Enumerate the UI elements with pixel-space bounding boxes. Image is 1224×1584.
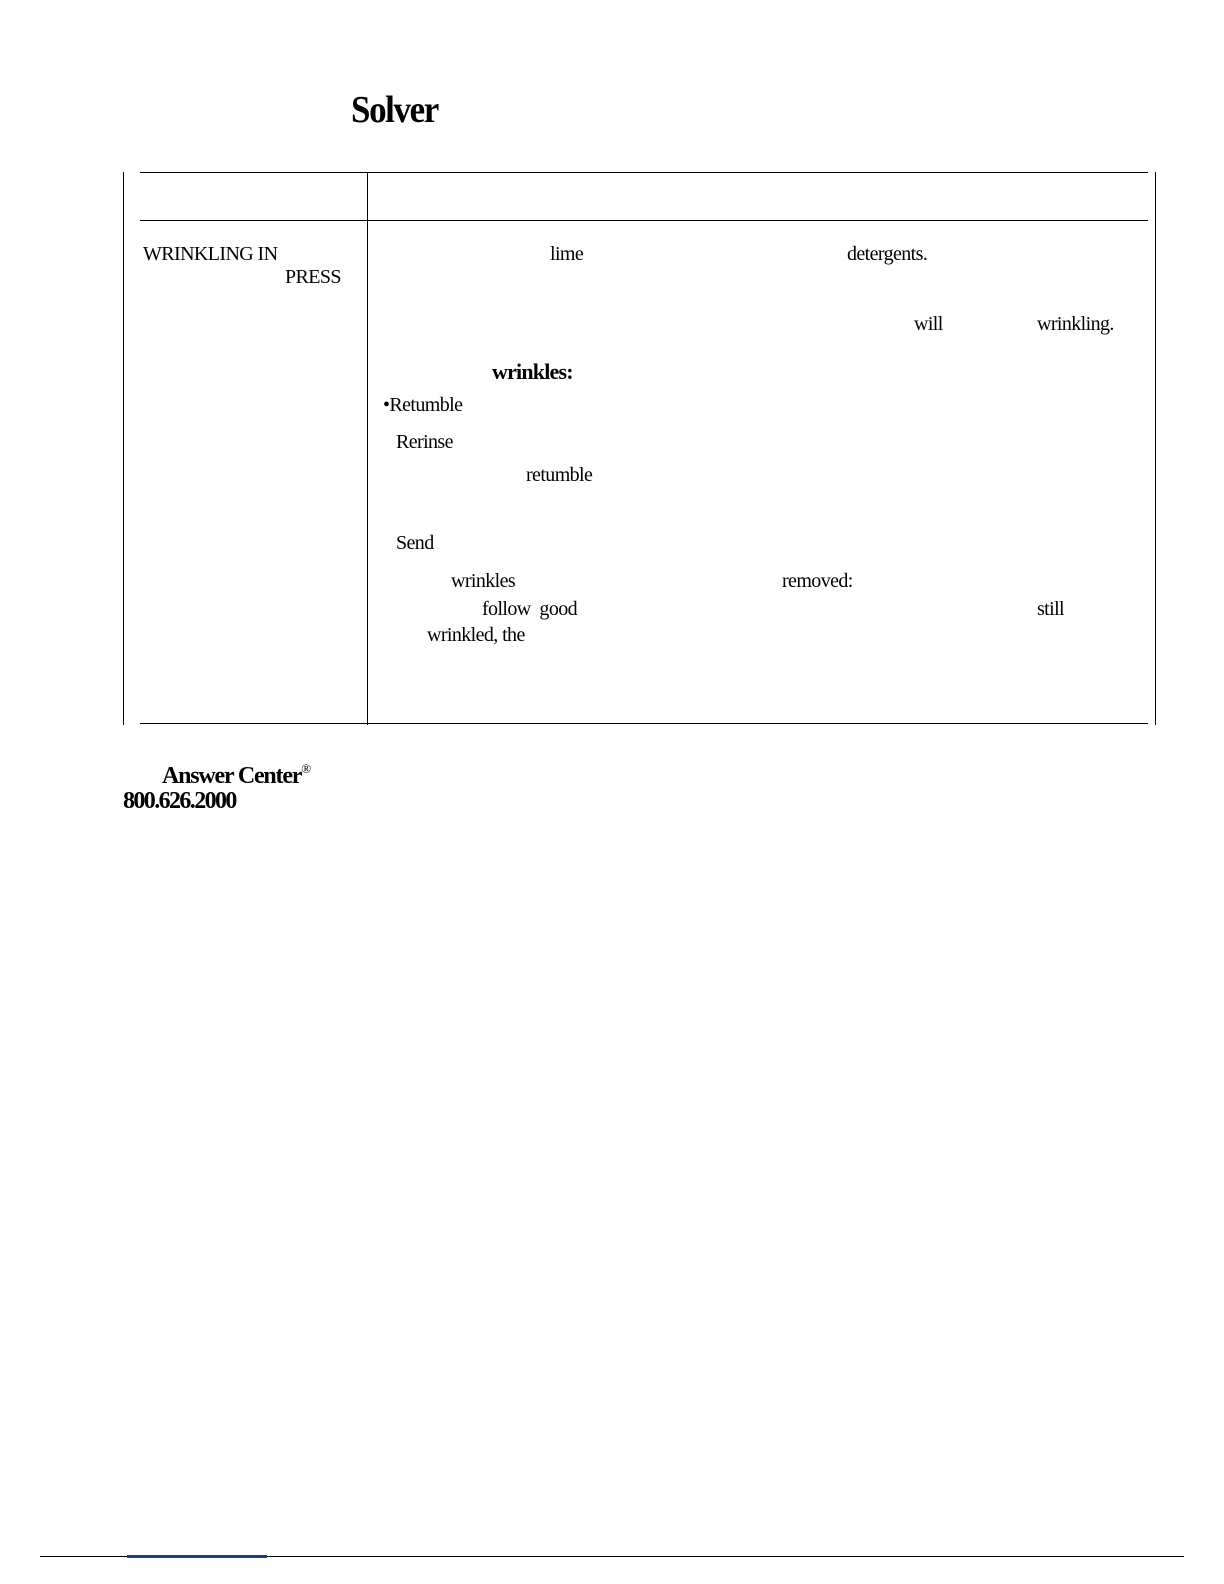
table-column-divider xyxy=(367,172,368,725)
answer-center-text: Answer Center xyxy=(162,763,302,789)
remedy-word-retumble: retumble xyxy=(526,464,593,486)
remedy-item-retumble xyxy=(383,394,462,417)
bullet-icon: • xyxy=(383,394,390,416)
cause-word-detergents: detergents. xyxy=(847,243,928,265)
table-left-edge xyxy=(123,172,124,725)
answer-center-label xyxy=(162,761,311,790)
remedy-retumble-text: Retumble xyxy=(389,394,463,416)
table-right-edge xyxy=(1155,172,1156,725)
remedy-words-wrinkled-the: wrinkled, the xyxy=(427,624,525,646)
remedy-item-rerinse: Rerinse xyxy=(396,431,453,453)
remedy-word-removed: removed: xyxy=(782,570,853,592)
remedy-word-still: still xyxy=(1037,598,1065,620)
table-bottom-rule xyxy=(140,723,1148,724)
remedy-words-follow-good: follow good xyxy=(482,598,578,620)
answer-center-phone: 800.626.2000 xyxy=(123,788,236,814)
problem-label-line1: WRINKLING IN xyxy=(143,243,278,265)
table-top-rule xyxy=(140,172,1148,173)
problem-label-line2: PRESS xyxy=(285,266,341,288)
remedy-item-send: Send xyxy=(396,532,434,554)
remedy-heading: wrinkles: xyxy=(492,359,573,384)
remedy-word-wrinkles: wrinkles xyxy=(451,570,516,592)
cause-word-lime: lime xyxy=(550,243,584,265)
registered-mark: ® xyxy=(301,761,312,776)
page-title: Solver xyxy=(351,89,438,131)
cause-word-wrinkling: wrinkling. xyxy=(1037,313,1114,335)
cause-word-will: will xyxy=(914,313,943,335)
page-footer-accent xyxy=(127,1555,267,1558)
table-header-rule xyxy=(140,220,1148,221)
